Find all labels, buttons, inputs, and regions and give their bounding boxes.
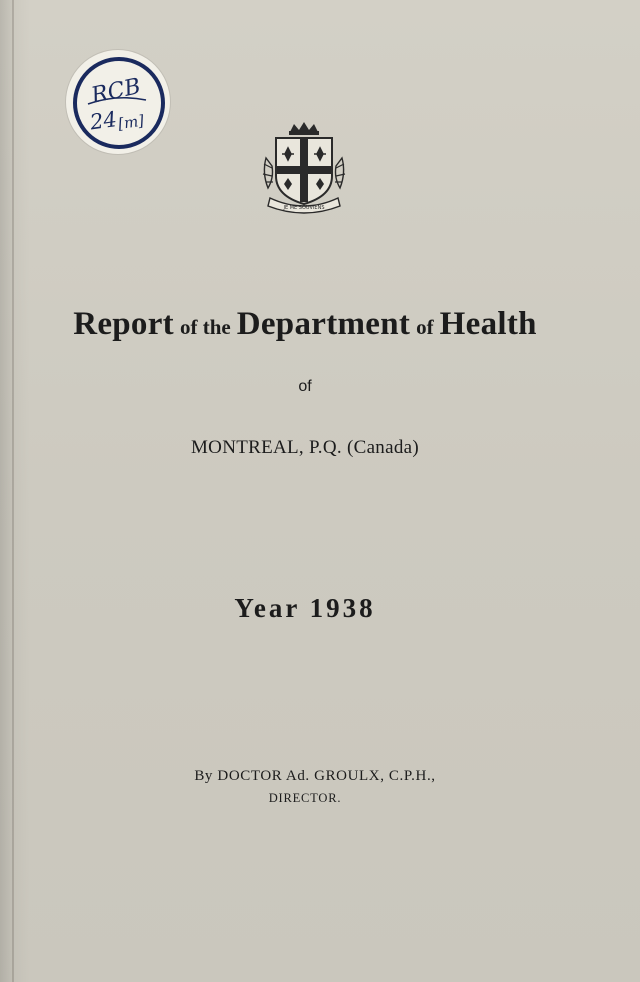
report-title xyxy=(0,306,610,343)
quebec-coat-of-arms-icon xyxy=(258,118,350,218)
title-connector-of: of xyxy=(416,315,434,339)
sticker-handwriting xyxy=(66,50,170,154)
spine-edge xyxy=(12,0,14,982)
title-word-report: Report xyxy=(73,306,174,342)
of-line: of xyxy=(298,378,312,395)
sticker-text-line3: [m] xyxy=(116,111,146,134)
crest-motto: JE ME SOUVIENS xyxy=(283,205,325,211)
title-connector-of-the: of the xyxy=(179,315,231,339)
role-line: DIRECTOR. xyxy=(268,791,342,805)
sticker-text-line2: 24 xyxy=(88,107,119,135)
title-word-department: Department xyxy=(236,306,411,342)
author-line: By DOCTOR Ad. GROULX, C.P.H., xyxy=(194,768,436,784)
sticker-text-line1: RCB xyxy=(89,74,143,109)
city-line: MONTREAL, P.Q. (Canada) xyxy=(190,437,419,458)
library-sticker xyxy=(66,50,170,154)
title-word-health: Health xyxy=(439,306,537,342)
year-line: Year 1938 xyxy=(234,593,376,623)
